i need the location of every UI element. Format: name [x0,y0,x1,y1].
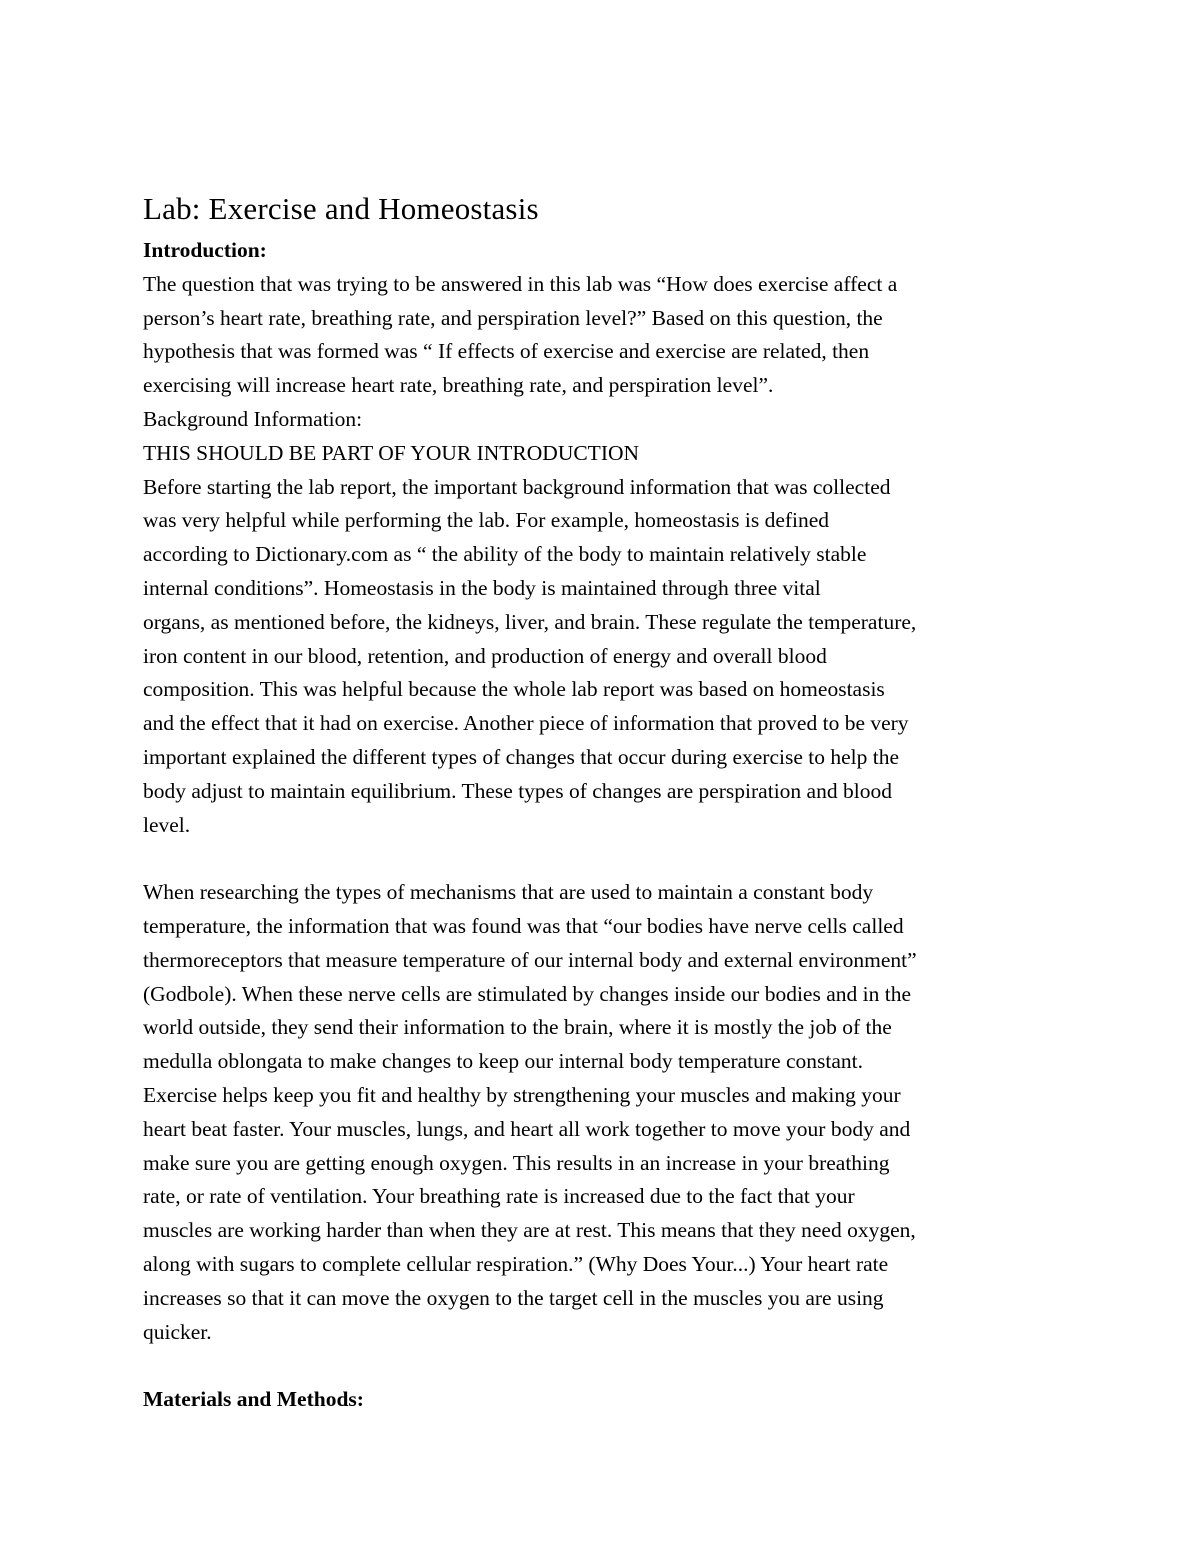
text-line: make sure you are getting enough oxygen. This results in an increase in your breathing [143,1150,890,1175]
text-line: according to Dictionary.com as “ the ability of the body to maintain relatively stable [143,542,867,567]
text-line: internal conditions”. Homeostasis in the body is maintained through three vital [143,575,821,600]
text-line: person’s heart rate, breathing rate, and perspiration level?” Based on this question, the [143,305,883,330]
text-line: composition. This was helpful because the whole lab report was based on homeostasis [143,677,885,702]
text-line: was very helpful while performing the lab. For example, homeostasis is defined [143,508,830,533]
document-body [143,234,1073,1417]
text-line: The question that was trying to be answered in this lab was “How does exercise affect a [143,271,898,296]
text-line: medulla oblongata to make changes to keep our internal body temperature constant. [143,1049,864,1074]
blank-line [143,1349,1073,1383]
text-line: important explained the different types of changes that occur during exercise to help the [143,744,900,769]
text-line: and the effect that it had on exercise. Another piece of information that proved to be very [143,711,909,736]
text-line: hypothesis that was formed was “ If effects of exercise and exercise are related, then [143,339,870,364]
text-line: Exercise helps keep you fit and healthy by strengthening your muscles and making your [143,1082,901,1107]
text-line: along with sugars to complete cellular respiration.” (Why Does Your...) Your heart rate [143,1251,889,1276]
text-line: iron content in our blood, retention, and production of energy and overall blood [143,643,827,668]
text-line: world outside, they send their information to the brain, where it is mostly the job of the [143,1015,892,1040]
text-line: Before starting the lab report, the important background information that was collected [143,474,891,499]
text-line: muscles are working harder than when they are at rest. This means that they need oxygen, [143,1218,916,1243]
document-page [143,188,1073,1417]
text-line: organs, as mentioned before, the kidneys, liver, and brain. These regulate the temperature, [143,609,917,634]
text-line: rate, or rate of ventilation. Your breathing rate is increased due to the fact that your [143,1184,855,1209]
text-line: THIS SHOULD BE PART OF YOUR INTRODUCTION [143,440,640,465]
text-line: When researching the types of mechanisms that are used to maintain a constant body [143,880,874,905]
section-heading: Introduction: [143,238,267,262]
text-line: increases so that it can move the oxygen to the target cell in the muscles you are using [143,1285,884,1310]
text-line: Background Information: [143,406,363,431]
document-title: Lab: Exercise and Homeostasis [143,191,539,226]
text-line: thermoreceptors that measure temperature of our internal body and external environment” [143,947,917,972]
text-line: exercising will increase heart rate, breathing rate, and perspiration level”. [143,373,774,398]
text-line: quicker. [143,1319,212,1344]
text-line: body adjust to maintain equilibrium. These types of changes are perspiration and blood [143,778,892,803]
text-line: heart beat faster. Your muscles, lungs, and heart all work together to move your body and [143,1116,911,1141]
section-heading: Materials and Methods: [143,1387,364,1412]
text-line: level. [143,812,191,837]
text-line: (Godbole). When these nerve cells are stimulated by changes inside our bodies and in the [143,981,911,1006]
text-line: temperature, the information that was found was that “our bodies have nerve cells called [143,913,904,938]
blank-line [143,842,1073,876]
